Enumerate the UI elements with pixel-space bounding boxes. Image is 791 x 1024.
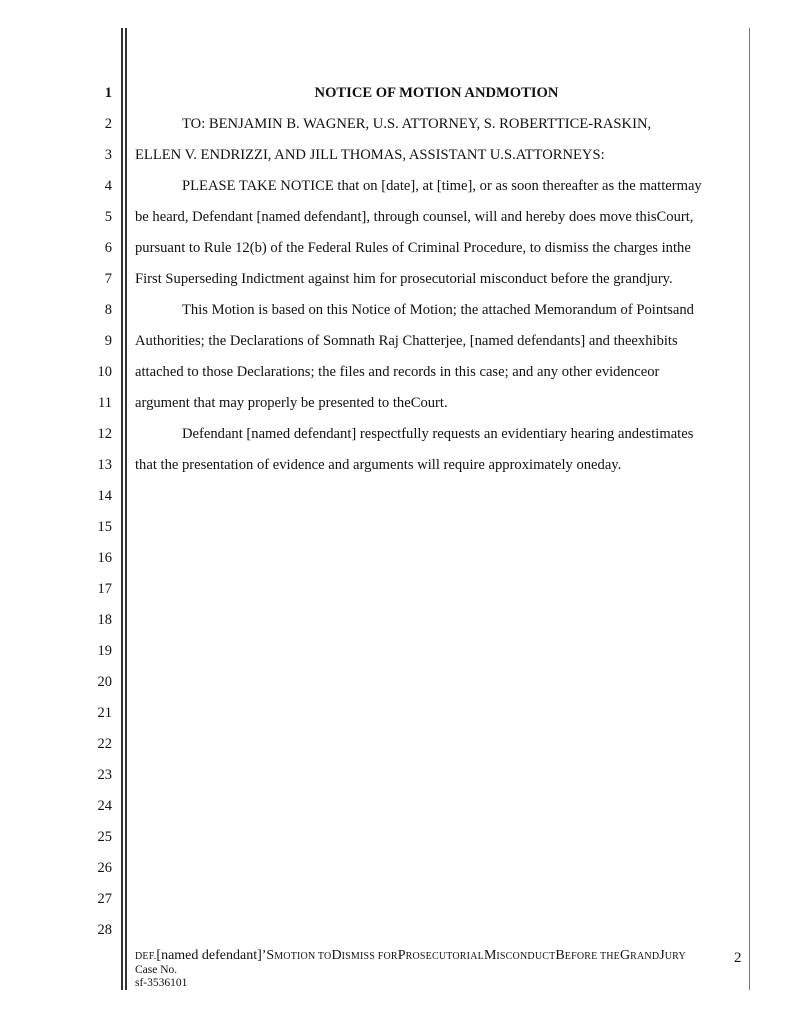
line-number: 22	[97, 736, 112, 752]
document-title: NOTICE OF MOTION ANDMOTION	[314, 85, 559, 101]
body-line: TO: BENJAMIN B. WAGNER, U.S. ATTORNEY, S. ROBERTTICE-RASKIN,	[182, 116, 652, 132]
line-number: 8	[104, 302, 112, 318]
line-number: 2	[104, 116, 112, 132]
footer-caption-part: J	[659, 948, 665, 963]
line-number: 23	[97, 767, 112, 783]
body-line: attached to those Declarations; the files and records in this case; and any other evidenceor	[135, 364, 660, 380]
footer-document-id: sf-3536101	[135, 977, 188, 989]
page-number: 2	[734, 950, 742, 966]
footer-caption-part: G	[620, 948, 631, 963]
line-number: 27	[97, 891, 112, 907]
footer-caption-part: MOTION TO	[274, 951, 332, 962]
line-number: 9	[104, 333, 112, 349]
line-number: 26	[97, 860, 112, 876]
footer-caption-part: ’S	[261, 948, 275, 963]
line-number: 10	[97, 364, 112, 380]
line-number: 24	[97, 798, 112, 814]
body-line: PLEASE TAKE NOTICE that on [date], at [time], or as soon thereafter as the mattermay	[182, 178, 702, 194]
line-number: 20	[97, 674, 112, 690]
line-number: 19	[97, 643, 112, 659]
body-line: Defendant [named defendant] respectfully requests an evidentiary hearing andestimates	[182, 426, 694, 442]
line-number: 3	[104, 147, 112, 163]
line-number: 14	[97, 488, 112, 504]
footer-caption-part: M	[483, 948, 497, 963]
footer-caption-part: DEF.	[135, 951, 157, 962]
line-number: 28	[97, 922, 112, 938]
line-number: 18	[97, 612, 112, 628]
body-line: pursuant to Rule 12(b) of the Federal Rules of Criminal Procedure, to dismiss the charges inthe	[135, 240, 691, 256]
line-number: 17	[97, 581, 112, 597]
footer-caption-part: ISMISS FOR	[341, 951, 398, 962]
footer-caption-part: D	[331, 948, 342, 963]
footer-caption-part: B	[555, 948, 565, 963]
line-number: 15	[97, 519, 112, 535]
footer-caption-part: RAND	[630, 951, 660, 962]
footer-caption-part: [named defendant]	[156, 948, 262, 963]
line-number: 4	[104, 178, 112, 194]
body-line: Authorities; the Declarations of Somnath Raj Chatterjee, [named defendants] and theexhibits	[135, 333, 678, 349]
body-line: This Motion is based on this Notice of Motion; the attached Memorandum of Pointsand	[182, 302, 694, 318]
footer-caption	[135, 947, 686, 966]
line-number: 1	[104, 85, 112, 101]
footer-caption-part: P	[397, 948, 406, 963]
footer-caption-part: EFORE THE	[564, 951, 620, 962]
line-number: 6	[104, 240, 112, 256]
footer-caption-part: ROSECUTORIAL	[405, 951, 484, 962]
left-margin-rule-inner	[125, 28, 127, 990]
right-margin-rule	[749, 28, 750, 990]
body-line: be heard, Defendant [named defendant], through counsel, will and hereby does move thisCourt,	[135, 209, 694, 225]
line-number: 25	[97, 829, 112, 845]
line-number: 7	[104, 271, 112, 287]
footer-caption-part: URY	[664, 951, 686, 962]
line-number: 11	[98, 395, 112, 411]
line-number: 5	[104, 209, 112, 225]
footer-caption-part: ISCONDUCT	[496, 951, 556, 962]
line-number: 12	[97, 426, 112, 442]
body-line: that the presentation of evidence and arguments will require approximately oneday.	[135, 457, 622, 473]
body-line: argument that may properly be presented to theCourt.	[135, 395, 448, 411]
body-line: First Superseding Indictment against him for prosecutorial misconduct before the grandjury.	[135, 271, 673, 287]
line-number: 16	[97, 550, 112, 566]
line-number: 21	[97, 705, 112, 721]
footer-case-number: Case No.	[135, 964, 178, 976]
body-line: ELLEN V. ENDRIZZI, AND JILL THOMAS, ASSISTANT U.S.ATTORNEYS:	[135, 147, 605, 163]
left-margin-rule-outer	[121, 28, 123, 990]
line-number: 13	[97, 457, 112, 473]
